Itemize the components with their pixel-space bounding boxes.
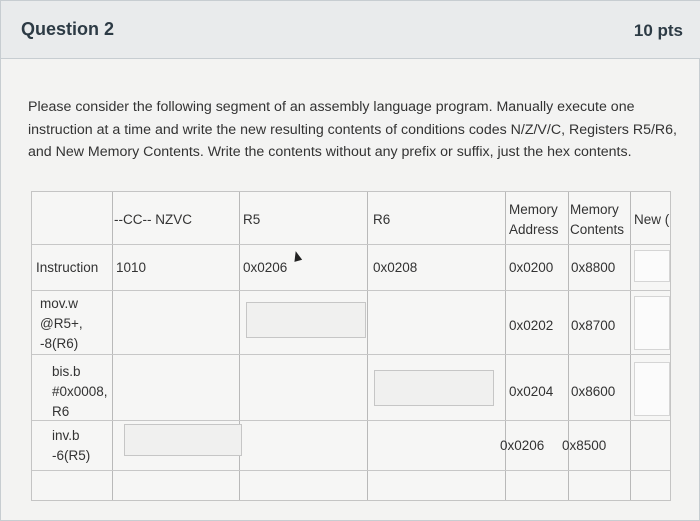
row-address: 0x0202	[509, 318, 554, 333]
row-divider	[32, 420, 670, 421]
header-mem-contents-2: Contents	[570, 222, 625, 237]
header-new: New (	[634, 212, 670, 227]
new-contents-box[interactable]	[634, 250, 670, 282]
row-contents: 0x8500	[562, 438, 607, 453]
header-r5: R5	[243, 212, 261, 227]
init-address: 0x0200	[509, 260, 554, 275]
r5-input[interactable]	[246, 302, 366, 338]
header-cc: --CC-- NZVC	[114, 212, 192, 227]
new-contents-box[interactable]	[634, 296, 670, 350]
row-divider	[32, 470, 670, 471]
instruction-line: -6(R5)	[52, 448, 91, 463]
init-contents: 0x8800	[571, 260, 616, 275]
r6-input[interactable]	[374, 370, 494, 406]
col-divider	[630, 192, 631, 500]
header-mem-contents-1: Memory	[570, 202, 619, 217]
instruction-line: inv.b	[52, 428, 80, 443]
col-divider	[367, 192, 368, 500]
cc-input[interactable]	[124, 424, 242, 456]
answer-table	[31, 191, 671, 501]
row-contents: 0x8700	[571, 318, 616, 333]
row-address: 0x0204	[509, 384, 554, 399]
row-divider	[32, 290, 670, 291]
question-text: Please consider the following segment of an assembly language program. Manually execute one instruction at a time and write the new resulting contents of conditions codes N/Z/V/C, Registers R5/R6, and New Memory Contents. Write the contents without any prefix or suffix, just the hex contents.	[28, 99, 677, 160]
question-title: Question 2	[21, 19, 115, 39]
row-contents: 0x8600	[571, 384, 616, 399]
instruction-line: -8(R6)	[40, 336, 79, 351]
row-divider	[32, 244, 670, 245]
row-address: 0x0206	[500, 438, 545, 453]
instruction-line: @R5+,	[40, 316, 83, 331]
header-r6: R6	[373, 212, 391, 227]
instruction-line: bis.b	[52, 364, 81, 379]
init-cc: 1010	[116, 260, 147, 275]
instruction-line: R6	[52, 404, 70, 419]
row-divider	[32, 354, 670, 355]
question-header	[1, 1, 700, 59]
new-contents-box[interactable]	[634, 362, 670, 416]
header-mem-address-2: Address	[509, 222, 559, 237]
instruction-line: #0x0008,	[52, 384, 108, 399]
header-mem-address-1: Memory	[509, 202, 558, 217]
col-divider	[112, 192, 113, 500]
question-points: 10 pts	[633, 21, 683, 40]
init-r6: 0x0208	[373, 260, 418, 275]
init-label: Instruction	[36, 260, 99, 275]
instruction-line: mov.w	[40, 296, 79, 311]
init-r5: 0x0206	[243, 260, 288, 275]
